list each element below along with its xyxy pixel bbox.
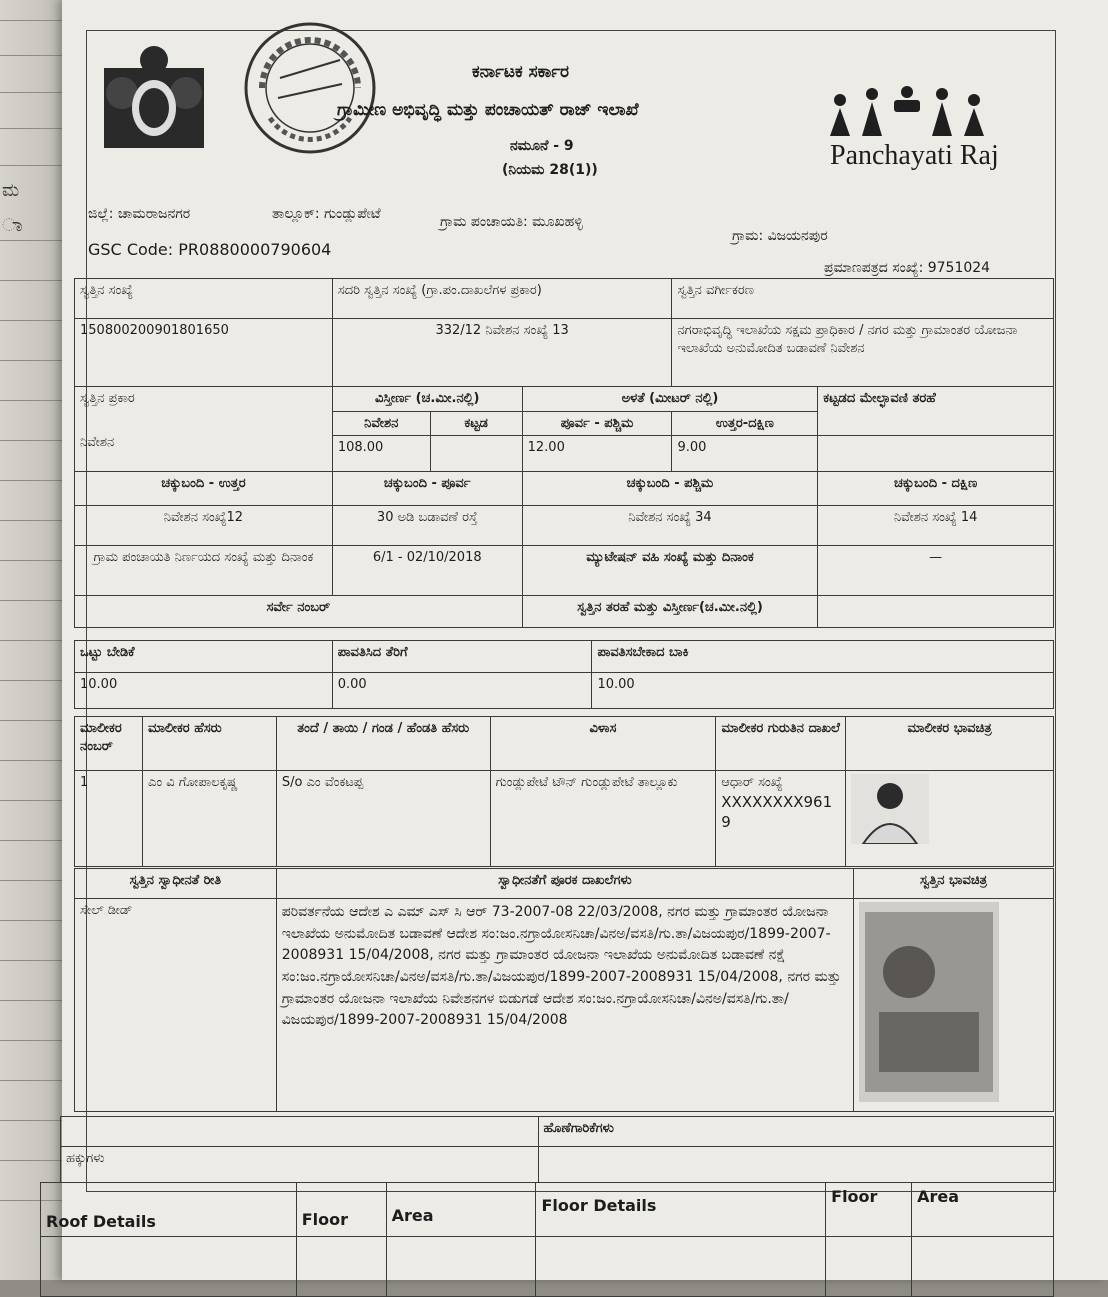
owner-number-header: ಮಾಲೀಕರ ನಂಬರ್	[75, 717, 143, 771]
liabilities-label: ಹೊಣೆಗಾರಿಕೆಗಳು	[538, 1117, 1054, 1147]
tax-paid-value: 0.00	[332, 673, 592, 709]
area-label-left: Area	[386, 1183, 536, 1237]
binder-text-1: ಮ	[2, 180, 20, 201]
owner-name-header: ಮಾಲೀಕರ ಹೆಸರು	[142, 717, 276, 771]
binder-edge	[0, 0, 70, 1280]
address-value: ಗುಂಡ್ಲುಪೇಟೆ ಟೌನ್ ಗುಂಡ್ಲುಪೇಟೆ ತಾಲ್ಲೂಕು	[490, 771, 716, 867]
ownership-docs-label: ಸ್ವಾಧೀನತೆಗೆ ಪೂರಕ ದಾಖಲೆಗಳು	[276, 869, 853, 899]
west-boundary-label: ಚಕ್ಕುಬಂದಿ - ಪಶ್ಚಿಮ	[522, 472, 818, 506]
floor-details-label: Floor Details	[536, 1183, 826, 1237]
gsc-code: GSC Code: PR0880000790604	[88, 240, 332, 259]
mutation-value: —	[818, 546, 1054, 596]
owner-number-value: 1	[75, 771, 143, 867]
govt-title: ಕರ್ನಾಟಕ ಸರ್ಕಾರ	[472, 62, 570, 82]
owner-photo-header: ಮಾಲೀಕರ ಭಾವಚಿತ್ರ	[846, 717, 1054, 771]
balance-due-label: ಪಾವತಿಸಬೇಕಾದ ಬಾಕಿ	[592, 641, 1054, 673]
dept-title: ಗ್ರಾಮೀಣ ಅಭಿವೃದ್ಧಿ ಮತ್ತು ಪಂಚಾಯತ್ ರಾಜ್ ಇಲಾಖೆ	[337, 100, 639, 120]
district: ಜಿಲ್ಲೆ: ಚಾಮರಾಜನಗರ	[88, 206, 191, 222]
building-label: ಕಟ್ಟಡ	[430, 411, 522, 436]
address-header: ವಿಳಾಸ	[490, 717, 716, 771]
rights-top-blank	[61, 1117, 539, 1147]
ownership-table	[74, 868, 1054, 1112]
total-demand-value: 10.00	[75, 673, 333, 709]
rights-label: ಹಕ್ಕುಗಳು	[61, 1147, 539, 1183]
area-label-right: Area	[912, 1183, 1054, 1237]
old-number-label: ಸದರಿ ಸ್ವತ್ತಿನ ಸಂಖ್ಯೆ (ಗ್ರಾ.ಪಂ.ದಾಖಲೆಗಳ ಪ್ರಕಾರ)	[332, 279, 672, 319]
rights-table	[60, 1116, 1054, 1183]
east-west-value: 12.00	[522, 436, 672, 472]
east-west-label: ಪೂರ್ವ - ಪಶ್ಚಿಮ	[522, 411, 672, 436]
gram-panchayat: ಗ್ರಾಮ ಪಂಚಾಯತಿ: ಮೂಖಹಳ್ಳಿ	[440, 214, 583, 230]
floor-label-left: Floor	[296, 1183, 386, 1237]
relation-header: ತಂದೆ / ತಾಯಿ / ಗಂಡ / ಹೆಂಡತಿ ಹೆಸರು	[276, 717, 490, 771]
site-area-value: 108.00	[332, 436, 430, 472]
owner-name-value: ಎಂ ವಿ ಗೋಪಾಲಕೃಷ್ಣ	[142, 771, 276, 867]
binder-text-2: ಾ	[2, 215, 23, 236]
liabilities-value	[538, 1147, 1054, 1183]
form-number: ನಮೂನೆ - 9	[510, 138, 574, 154]
property-type-label-text: ಸ್ವತ್ತಿನ ಪ್ರಕಾರ	[80, 391, 135, 406]
mutation-label: ಮ್ಯುಟೇಷನ್ ವಹಿ ಸಂಖ್ಯೆ ಮತ್ತು ದಿನಾಂಕ	[522, 546, 818, 596]
owner-photo-image	[851, 774, 929, 844]
floor-row-blank-3	[386, 1236, 536, 1296]
site-label: ನಿವೇಶನ	[332, 411, 430, 436]
panchayati-raj-logo-icon	[822, 86, 992, 140]
roof-type-value	[818, 436, 1054, 472]
roof-type-label: ಕಟ್ಟಡದ ಮೇಲ್ಛಾವಣಿ ತರಹೆ	[818, 387, 1054, 436]
north-boundary-label: ಚಕ್ಕುಬಂದಿ - ಉತ್ತರ	[75, 472, 333, 506]
certificate-number: ಪ್ರಮಾಣಪತ್ರದ ಸಂಖ್ಯೆ: 9751024	[824, 260, 991, 276]
floor-table	[40, 1182, 1054, 1297]
property-photo-image	[859, 902, 999, 1102]
owner-photo-cell	[846, 771, 1054, 867]
floor-row-blank-1	[41, 1236, 297, 1296]
north-south-label: ಉತ್ತರ-ದಕ್ಷಿಣ	[672, 411, 818, 436]
property-type-value: ನಿವೇಶನ	[80, 434, 115, 450]
building-area-value	[430, 436, 522, 472]
floor-row-blank-5	[826, 1236, 912, 1296]
panchayati-raj-text: Panchayati Raj	[830, 140, 999, 171]
floor-row-blank-4	[536, 1236, 826, 1296]
balance-due-value: 10.00	[592, 673, 1054, 709]
property-photo-cell	[854, 899, 1054, 1112]
state-emblem-icon	[94, 38, 214, 158]
north-boundary-value: ನಿವೇಶನ ಸಂಖ್ಯೆ12	[75, 506, 333, 546]
area-label: ವಿಸ್ತೀರ್ಣ (ಚ.ಮೀ.ನಲ್ಲಿ)	[332, 387, 522, 412]
total-demand-label: ಒಟ್ಟು ಬೇಡಿಕೆ	[75, 641, 333, 673]
classification-value: ನಗರಾಭಿವೃದ್ಧಿ ಇಲಾಖೆಯ ಸಕ್ಷಮ ಪ್ರಾಧಿಕಾರ / ನಗರ ಮತ್ತು ಗ್ರಾಮಾಂತರ ಯೋಜನಾ ಇಲಾಖೆಯ ಅನುಮೋದಿತ ಬಡಾವಣೆ ನಿವೇಶನ	[672, 319, 1054, 387]
document-sheet	[46, 0, 1108, 1280]
panchayat-seal-stamp	[240, 18, 380, 158]
east-boundary-label: ಚಕ್ಕುಬಂದಿ - ಪೂರ್ವ	[332, 472, 522, 506]
tax-paid-label: ಪಾವತಿಸಿದ ತೆರಿಗೆ	[332, 641, 592, 673]
village: ಗ್ರಾಮ: ವಿಜಯನಪುರ	[732, 228, 828, 244]
measure-label: ಅಳತೆ (ಮೀಟರ್ ನಲ್ಲಿ)	[522, 387, 818, 412]
floor-row-blank-2	[296, 1236, 386, 1296]
south-boundary-value: ನಿವೇಶನ ಸಂಖ್ಯೆ 14	[818, 506, 1054, 546]
type-area-value	[818, 596, 1054, 628]
property-id-label: ಸ್ವತ್ತಿನ ಸಂಖ್ಯೆ	[75, 279, 333, 319]
property-table	[74, 278, 1054, 628]
resolution-value: 6/1 - 02/10/2018	[332, 546, 522, 596]
id-proof-value	[716, 771, 846, 867]
property-photo-label: ಸ್ವತ್ತಿನ ಭಾವಚಿತ್ರ	[854, 869, 1054, 899]
classification-label: ಸ್ವತ್ತಿನ ವರ್ಗೀಕರಣ	[672, 279, 1054, 319]
type-area-label: ಸ್ವತ್ತಿನ ತರಹೆ ಮತ್ತು ವಿಸ್ತೀರ್ಣ(ಚ.ಮೀ.ನಲ್ಲಿ)	[522, 596, 818, 628]
ownership-docs-value: ಪರಿವರ್ತನೆಯ ಆದೇಶ ಎ ಎಮ್ ಎಸ್ ಸಿ ಆರ್ 73-2007-08 22/03/2008, ನಗರ ಮತ್ತು ಗ್ರಾಮಾಂತರ ಯೋಜನಾ ಇಲಾಖೆಯ ಅನುಮೋದಿತ ಬಡಾವಣೆ ಆದೇಶ ಸಂ:ಜಂ.ನಗ್ರಾಯೋಸನಿಚಾ/ವಿನಅ/ವಸತಿ/ಗು.ತಾ/ವಿಜಯಪುರ/1899-2007-2008931 15/04/2008, ನಗರ ಮತ್ತು ಗ್ರಾಮಾಂತರ ಯೋಜನಾ ಇಲಾಖೆಯ ಅನುಮೋದಿತ ಬಡಾವಣೆ ನಕ್ಷೆ ಸಂ:ಜಂ.ನಗ್ರಾಯೋಸನಿಚಾ/ವಿನಅ/ವಸತಿ/ಗು.ತಾ/ವಿಜಯಪುರ/1899-2007-2008931 15/04/2008, ನಗರ ಮತ್ತು ಗ್ರಾಮಾಂತರ ಯೋಜನಾ ಇಲಾಖೆಯ ನಿವೇಶನಗಳ ಬಿಡುಗಡೆ ಆದೇಶ ಸಂ:ಜಂ.ನಗ್ರಾಯೋಸನಿಚಾ/ವಿನಅ/ವಸತಿ/ಗು.ತಾ/ವಿಜಯಪುರ/1899-2007-2008931 15/04/2008	[276, 899, 853, 1112]
south-boundary-label: ಚಕ್ಕುಬಂದಿ - ದಕ್ಷಿಣ	[818, 472, 1054, 506]
floor-row-blank-6	[912, 1236, 1054, 1296]
taluk: ತಾಲ್ಲೂಕ್: ಗುಂಡ್ಲುಪೇಟೆ	[272, 206, 381, 222]
old-number-value: 332/12 ನಿವೇಶನ ಸಂಖ್ಯೆ 13	[332, 319, 672, 387]
ownership-method-label: ಸ್ವತ್ತಿನ ಸ್ವಾಧೀನತೆ ರೀತಿ	[75, 869, 277, 899]
resolution-label: ಗ್ರಾಮ ಪಂಚಾಯತಿ ನಿರ್ಣಯದ ಸಂಖ್ಯೆ ಮತ್ತು ದಿನಾಂಕ	[75, 546, 333, 596]
floor-label-right: Floor	[826, 1183, 912, 1237]
east-boundary-value: 30 ಅಡಿ ಬಡಾವಣೆ ರಸ್ತೆ	[332, 506, 522, 546]
relation-value: S/o ಎಂ ವೆಂಕಟಪ್ಪ	[276, 771, 490, 867]
property-type-label	[75, 387, 333, 472]
north-south-value: 9.00	[672, 436, 818, 472]
owner-table	[74, 716, 1054, 867]
id-proof-number: XXXXXXXX961 9	[721, 792, 833, 831]
property-id-value: 150800200901801650	[75, 319, 333, 387]
id-proof-header: ಮಾಲೀಕರ ಗುರುತಿನ ದಾಖಲೆ	[716, 717, 846, 771]
rule-number: (ನಿಯಮ 28(1))	[502, 162, 598, 178]
roof-details-label: Roof Details	[41, 1183, 297, 1237]
id-proof-type: ಆಧಾರ್ ಸಂಖ್ಯೆ	[721, 775, 783, 790]
tax-table	[74, 640, 1054, 709]
survey-number-label: ಸರ್ವೇ ನಂಬರ್	[75, 596, 523, 628]
west-boundary-value: ನಿವೇಶನ ಸಂಖ್ಯೆ 34	[522, 506, 818, 546]
ownership-method-value: ಸೇಲ್ ಡೀಡ್	[75, 899, 277, 1112]
